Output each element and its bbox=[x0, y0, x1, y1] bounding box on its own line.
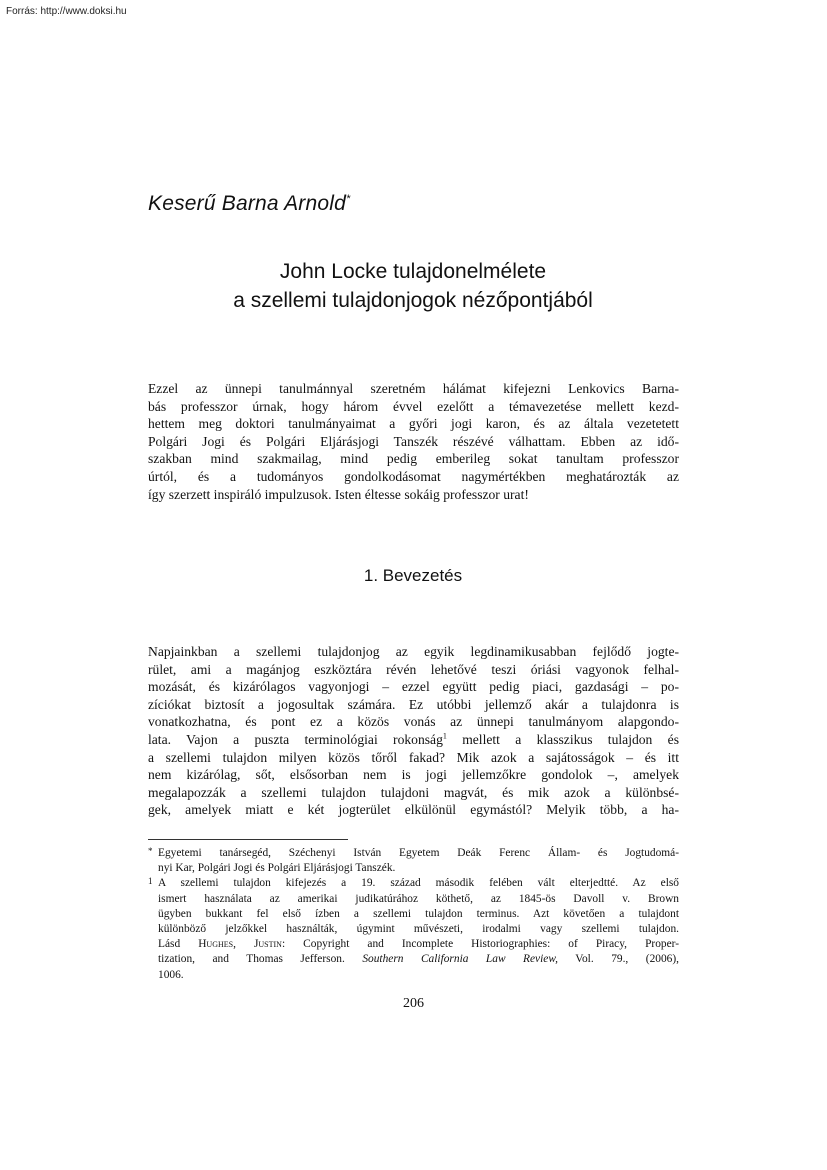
cite-title: : Copyright and Incomplete Historiographies: of Piracy, Proper- bbox=[281, 938, 679, 951]
cite-volume: Vol. 79., (2006), bbox=[557, 953, 679, 966]
cite-author: Hughes, Justin bbox=[198, 938, 282, 951]
page-number: 206 bbox=[403, 996, 424, 1011]
body-line: vonatkozhatna, és pont ez a közös vonás az ünnepi tanulmányom alapgondo- bbox=[148, 714, 679, 730]
footnote-line: különböző jelzőkkel használták, úgymint művészeti, irodalmi vagy szellemi tulajdon. bbox=[158, 923, 679, 936]
cite-title-cont: tization, and Thomas Jefferson. bbox=[158, 953, 363, 966]
author-name-text: Keserű Barna Arnold bbox=[148, 192, 346, 215]
footnotes bbox=[148, 846, 679, 983]
footnote-citation-line bbox=[158, 952, 679, 967]
title-line-1: John Locke tulajdonelmélete bbox=[279, 260, 547, 283]
title-line-2: a szellemi tulajdonjogok nézőpontjából bbox=[233, 289, 593, 312]
body-line-end: mellett a klasszikus tulajdon és bbox=[446, 731, 679, 747]
dedication-line: így szerzett inspiráló impulzusok. Isten éltesse sokáig professzor urat! bbox=[148, 486, 529, 502]
body-line: zíciókat biztosít a jogosultak számára. Ez utóbbi jellemző akár a tulajdonra is bbox=[148, 696, 679, 712]
body-paragraph bbox=[148, 643, 679, 819]
footnote-line: ismert használata az amerikai judikatúrához köthető, az 1845-ös Davoll v. Brown bbox=[158, 892, 679, 905]
author-footnote-mark: * bbox=[345, 193, 351, 205]
footnote-separator bbox=[148, 839, 348, 840]
author-name bbox=[148, 192, 350, 216]
dedication-line: hettem meg doktori tanulmányaimat a győri jogi karon, és az általa vezetetett bbox=[148, 416, 679, 432]
article-title bbox=[148, 257, 678, 315]
body-line: mozását, és kizárólagos vagyonjogi – ezzel együtt pedig piaci, gazdasági – po- bbox=[148, 679, 679, 695]
body-line: nem kizárólag, sőt, elsősorban nem is jogi jellemzőkre gondolok –, amelyek bbox=[148, 767, 679, 783]
footnote-star bbox=[148, 846, 679, 876]
cite-prefix: Lásd bbox=[158, 938, 199, 951]
footnote-1-mark: 1 bbox=[148, 876, 153, 887]
cite-journal: Southern California Law Review, bbox=[362, 953, 558, 966]
dedication-line: szakban mind szakmailag, mind pedig emberileg sokat tanultam professzor bbox=[148, 451, 679, 467]
footnote-line: Egyetemi tanársegéd, Széchenyi István Egyetem Deák Ferenc Állam- és Jogtudomá- bbox=[158, 847, 679, 859]
dedication-line: bás professzor úrnak, hogy három évvel ezelőtt a témavezetése mellett kezd- bbox=[148, 398, 679, 414]
body-line: rület, ami a magánjog eszköztára révén lehetővé teszi óriási vagyonok felhal- bbox=[148, 661, 679, 677]
footnote-line: nyi Kar, Polgári Jogi és Polgári Eljárásjogi Tanszék. bbox=[158, 862, 396, 875]
footnote-citation-line bbox=[158, 937, 679, 952]
body-line-with-footnote bbox=[148, 731, 679, 749]
footnote-line: A szellemi tulajdon kifejezés a 19. század második felében vált elterjedtté. Az első bbox=[158, 877, 679, 890]
source-url: Forrás: http://www.doksi.hu bbox=[6, 6, 127, 17]
dedication-line: Polgári Jogi és Polgári Eljárásjogi Tanszék részévé válhattam. Ebben az idő- bbox=[148, 433, 679, 449]
dedication-line: úrtól, és a tudományos gondolkodásomat nagymértékben meghatározták az bbox=[148, 468, 679, 484]
dedication-line: Ezzel az ünnepi tanulmánnyal szeretném hálámat kifejezni Lenkovics Barna- bbox=[148, 381, 679, 396]
footnote-1 bbox=[148, 876, 679, 982]
footnote-ref-1[interactable]: 1 bbox=[442, 731, 447, 741]
body-line: a szellemi tulajdon milyen közös tőről fakad? Mik azok a sajátosságok – és itt bbox=[148, 749, 679, 765]
body-line-start: lata. Vajon a puszta terminológiai rokonság bbox=[148, 731, 443, 747]
body-line: megalapozzák a szellemi tulajdon tulajdoni magvát, és mik azok a különbsé- bbox=[148, 784, 679, 800]
section-heading: 1. Bevezetés bbox=[363, 566, 463, 585]
cite-page: 1006. bbox=[158, 968, 184, 981]
body-line: Napjainkban a szellemi tulajdonjog az egyik legdinamikusabban fejlődő jogte- bbox=[148, 644, 679, 659]
footnote-line: ügyben bukkant fel első ízben a szellemi tulajdon terminus. Azt követően a tulajdont bbox=[158, 907, 679, 920]
dedication-paragraph bbox=[148, 380, 679, 503]
body-line: gek, amelyek miatt e két jogterület elkülönül egymástól? Melyik több, a ha- bbox=[148, 802, 679, 818]
footnote-star-mark: * bbox=[148, 846, 153, 856]
